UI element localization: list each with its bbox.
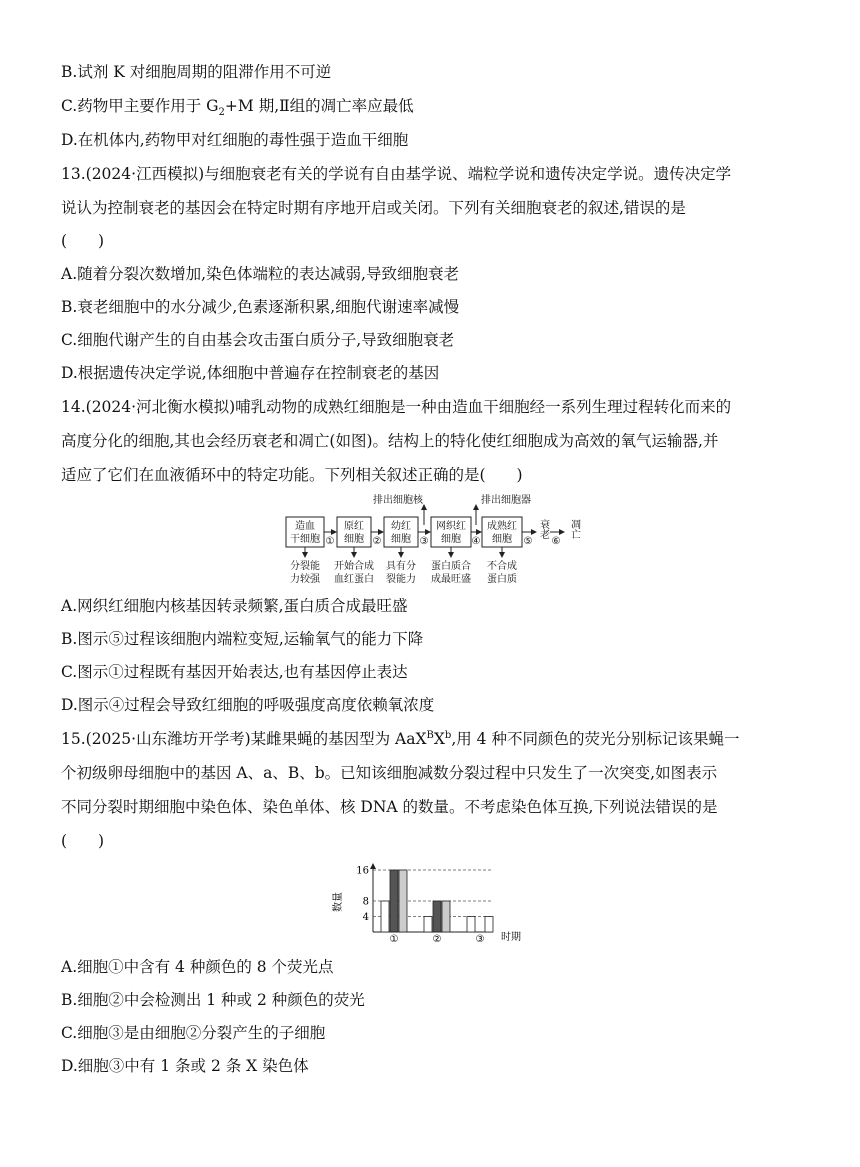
note-ret-1: 蛋白质合 — [431, 561, 471, 572]
chromosome-count-chart — [325, 858, 535, 944]
note-hsc-1: 分裂能 — [290, 561, 320, 572]
chart-category-label: ② — [432, 934, 442, 944]
q15-option-d: D.细胞③中有 1 条或 2 条 X 染色体 — [61, 1057, 309, 1075]
q14-stem-line-1: 14.(2024·河北衡水模拟)哺乳动物的成熟红细胞是一种由造血干细胞经一系列生理过程转化而来的 — [61, 398, 732, 416]
q15-stem-line-2: 个初级卵母细胞中的基因 A、a、B、b。已知该细胞减数分裂过程中只发生了一次突变,如图表示 — [61, 764, 718, 782]
q15-option-a: A.细胞①中含有 4 种颜色的 8 个荧光点 — [61, 958, 334, 976]
cell-box-hsc — [286, 517, 324, 547]
note-hsc-2: 力较强 — [290, 574, 320, 585]
q14-stem-line-3: 适应了它们在血液循环中的特定功能。下列相关叙述正确的是( ) — [61, 466, 523, 484]
note-ery-2: 裂能力 — [386, 574, 416, 585]
svg-text:幼红: 幼红 — [391, 521, 411, 532]
svg-text:造血: 造血 — [295, 521, 315, 532]
q12-option-c-sub: 2 — [218, 107, 225, 119]
svg-text:细胞: 细胞 — [492, 534, 512, 545]
q13-option-c: C.细胞代谢产生的自由基会攻击蛋白质分子,导致细胞衰老 — [61, 331, 455, 349]
q15-option-b: B.细胞②中会检测出 1 种或 2 种颜色的荧光 — [61, 991, 365, 1009]
q15-stem-line-1 — [61, 729, 739, 749]
chart-bar — [485, 917, 493, 933]
q15-answer-paren: ( ) — [61, 832, 105, 850]
chart-category-label: ③ — [475, 934, 485, 944]
q14-option-a: A.网织红细胞内核基因转录频繁,蛋白质合成最旺盛 — [61, 597, 408, 615]
chart-y-tick-label: 16 — [356, 865, 369, 877]
chart-bar — [442, 901, 450, 932]
note-ery-1: 具有分 — [386, 561, 416, 572]
q15-option-c: C.细胞③是由细胞②分裂产生的子细胞 — [61, 1024, 326, 1042]
q12-option-c — [61, 96, 414, 119]
q14-stem-line-2: 高度分化的细胞,其也会经历衰老和凋亡(如图)。结构上的特化使红细胞成为高效的氧气运输器,并 — [61, 432, 719, 450]
svg-text:网织红: 网织红 — [436, 521, 466, 532]
top-label-organelles: 排出细胞器 — [481, 495, 531, 506]
svg-text:细胞: 细胞 — [441, 534, 461, 545]
chart-bar — [433, 901, 441, 932]
step-6-label: ⑥ — [551, 536, 561, 547]
note-mature-2: 蛋白质 — [487, 574, 517, 585]
step-2-label: ② — [372, 536, 382, 547]
chart-y-tick-label: 8 — [362, 896, 369, 908]
q12-option-b: B.试剂 K 对细胞周期的阻滞作用不可逆 — [61, 63, 332, 81]
q12-option-c-post: +M 期,Ⅱ组的凋亡率应最低 — [224, 97, 414, 115]
chart-category-label: ① — [389, 934, 399, 944]
chart-bar — [399, 870, 407, 932]
cell-box-proerythroblast — [337, 517, 371, 547]
chart-bar — [381, 901, 389, 932]
q15-stem-post: ,用 4 种不同颜色的荧光分别标记该果蝇一 — [451, 730, 740, 748]
note-pro-2: 血红蛋白 — [334, 574, 374, 585]
chart-y-label: 数量 — [333, 892, 344, 912]
top-label-nucleus: 排出细胞核 — [373, 495, 423, 506]
q13-option-b: B.衰老细胞中的水分减少,色素逐渐积累,细胞代谢速率减慢 — [61, 298, 460, 316]
q15-sup-b-upper: B — [426, 729, 434, 741]
q15-sup-b-lower: b — [444, 729, 452, 741]
chart-bar — [390, 870, 398, 932]
svg-text:细胞: 细胞 — [391, 534, 411, 545]
cell-box-mature-rbc — [482, 517, 522, 547]
q13-answer-paren: ( ) — [61, 232, 105, 250]
q13-stem-line-1: 13.(2024·江西模拟)与细胞衰老有关的学说有自由基学说、端粒学说和遗传决定学说。遗传决定学 — [61, 165, 732, 183]
chart-y-tick-label: 4 — [362, 912, 369, 923]
cell-box-reticulocyte — [431, 517, 471, 547]
end-label-apoptosis: 凋亡 — [568, 519, 580, 539]
svg-text:原红: 原红 — [344, 521, 364, 532]
q13-option-a: A.随着分裂次数增加,染色体端粒的表达减弱,导致细胞衰老 — [61, 265, 459, 283]
q14-option-d: D.图示④过程会导致红细胞的呼吸强度高度依赖氧浓度 — [61, 696, 435, 714]
svg-text:干细胞: 干细胞 — [290, 534, 320, 545]
q12-option-d: D.在机体内,药物甲对红细胞的毒性强于造血干细胞 — [61, 131, 409, 149]
q14-option-c: C.图示①过程既有基因开始表达,也有基因停止表达 — [61, 663, 408, 681]
q14-option-b: B.图示⑤过程该细胞内端粒变短,运输氧气的能力下降 — [61, 630, 424, 648]
note-mature-1: 不合成 — [487, 561, 517, 572]
step-3-label: ③ — [419, 536, 429, 547]
q12-option-c-pre: C.药物甲主要作用于 G — [61, 97, 219, 115]
step-5-label: ⑤ — [523, 536, 533, 547]
cell-box-erythroblast — [384, 517, 418, 547]
q13-stem-line-2: 说认为控制衰老的基因会在特定时期有序地开启或关闭。下列有关细胞衰老的叙述,错误的是 — [61, 199, 686, 217]
step-1-label: ① — [325, 536, 335, 547]
q15-stem-line-3: 不同分裂时期细胞中染色体、染色单体、核 DNA 的数量。不考虑染色体互换,下列说法错误的是 — [61, 798, 718, 816]
q13-option-d: D.根据遗传决定学说,体细胞中普遍存在控制衰老的基因 — [61, 364, 440, 382]
note-ret-2: 成最旺盛 — [431, 574, 471, 585]
chart-bar — [424, 917, 432, 933]
q15-stem-x: X — [433, 730, 445, 748]
erythrocyte-flow-diagram — [280, 493, 600, 585]
chart-x-label: 时期 — [501, 932, 521, 943]
svg-text:细胞: 细胞 — [344, 534, 364, 545]
chart-bar — [467, 917, 475, 933]
step-4-label: ④ — [471, 536, 481, 547]
q15-stem-pre: 15.(2025·山东潍坊开学考)某雌果蝇的基因型为 AaX — [61, 730, 427, 748]
end-label-senescence: 衰老 — [537, 519, 549, 539]
svg-text:成熟红: 成熟红 — [487, 521, 517, 532]
note-pro-1: 开始合成 — [334, 561, 374, 572]
